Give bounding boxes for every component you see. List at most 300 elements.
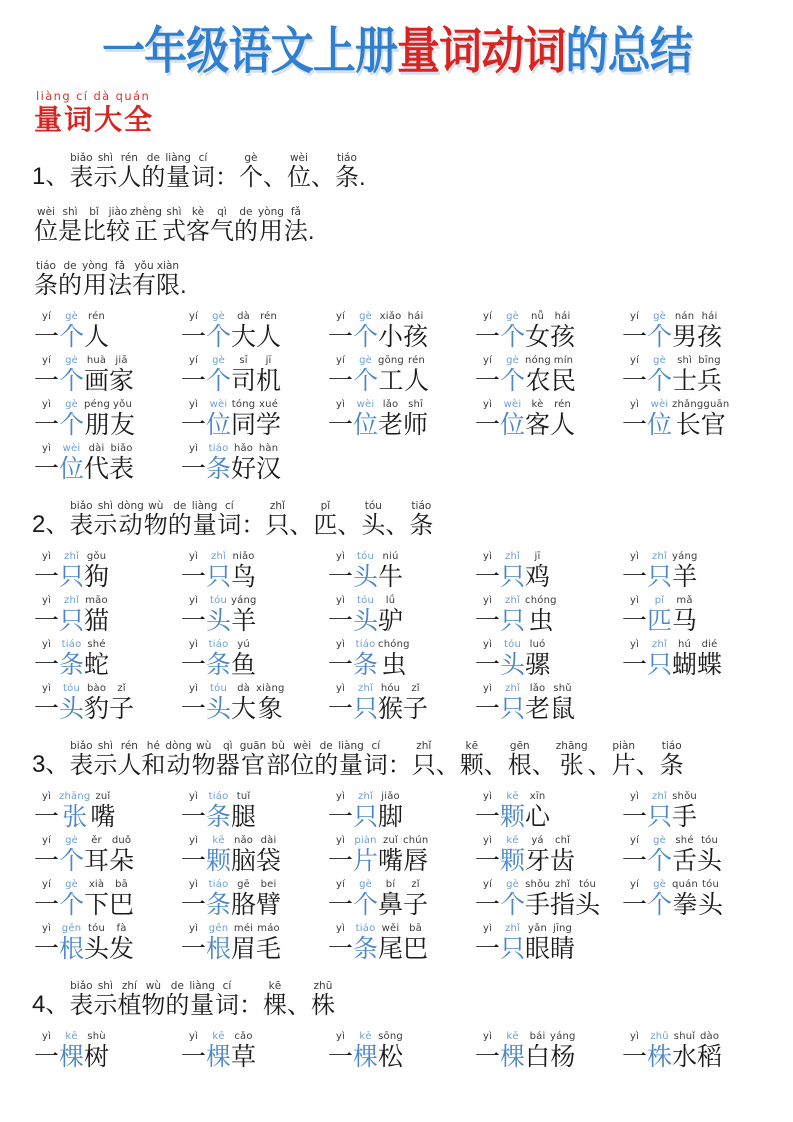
- heading-char: [165, 740, 191, 780]
- hanzi-char: ：: [214, 164, 239, 191]
- measure-word-char: [500, 639, 525, 680]
- measure-word-char: [206, 1031, 231, 1072]
- example-pinyin: zǐ: [411, 683, 420, 694]
- heading-char: [460, 740, 484, 780]
- example-cell: [328, 683, 475, 724]
- hanzi-char: 牙: [525, 847, 551, 875]
- hanzi-char: 条: [659, 752, 684, 779]
- hanzi-char: 一: [34, 935, 60, 963]
- example-pinyin: bīng: [698, 355, 721, 366]
- measure-word-example: [34, 879, 134, 920]
- example-char: [181, 923, 206, 964]
- example-char: [403, 923, 428, 964]
- hanzi-char: 条: [353, 935, 379, 963]
- hanzi-char: 有: [131, 272, 156, 299]
- example-char: [256, 683, 285, 724]
- example-cell: [328, 595, 475, 636]
- example-pinyin: lǎo: [382, 399, 399, 410]
- hanzi-char: 一: [328, 695, 354, 723]
- example-char: [231, 835, 256, 876]
- hanzi-char: 工: [378, 367, 404, 395]
- heading-char: [216, 740, 240, 780]
- subtitle-hanzi: 量词大全: [34, 104, 155, 135]
- hanzi-char: .: [358, 164, 366, 191]
- hanzi-char: 颗: [206, 847, 232, 875]
- heading-char: [141, 152, 165, 192]
- heading-pinyin: kē: [268, 980, 282, 992]
- example-pinyin: yì: [482, 791, 493, 802]
- heading-char: [93, 152, 117, 192]
- measure-word-char: [59, 595, 84, 636]
- example-pinyin: lǎo: [529, 683, 546, 694]
- heading-pinyin: biǎo: [70, 980, 93, 992]
- measure-word-char: [206, 595, 231, 636]
- example-pinyin: zuǐ: [383, 835, 399, 846]
- measure-word-example: [34, 683, 134, 724]
- note-char: [82, 260, 108, 300]
- example-pinyin: yì: [629, 791, 640, 802]
- example-pinyin: yì: [629, 595, 640, 606]
- example-char: [403, 683, 428, 724]
- example-pinyin: chǐ: [554, 835, 571, 846]
- example-char: [672, 791, 697, 832]
- hanzi-char: 只: [411, 752, 436, 779]
- measure-word-pinyin: zhǐ: [358, 683, 373, 694]
- example-pinyin: sōng: [378, 1031, 403, 1042]
- heading-pinyin: [436, 740, 460, 752]
- examples-grid: [34, 1028, 772, 1072]
- example-char: [697, 311, 722, 352]
- example-cell: [622, 311, 769, 352]
- example-pinyin: yì: [335, 551, 346, 562]
- hanzi-char: 一: [34, 323, 60, 351]
- measure-word-pinyin: gè: [506, 355, 519, 366]
- examples-grid: [34, 308, 772, 484]
- hanzi-char: 一: [181, 803, 207, 831]
- hanzi-char: 一: [328, 607, 354, 635]
- hanzi-char: 一: [475, 607, 501, 635]
- example-pinyin: yì: [41, 639, 52, 650]
- example-pinyin: hóu: [380, 683, 401, 694]
- example-cell: [34, 639, 181, 680]
- hanzi-char: 颗: [459, 752, 484, 779]
- heading-char: [192, 740, 216, 780]
- hanzi-char: 物: [191, 752, 216, 779]
- measure-word-char: [500, 1031, 525, 1072]
- example-pinyin: kè: [531, 399, 544, 410]
- example-pinyin: méi: [233, 923, 254, 934]
- hanzi-char: ：: [238, 992, 263, 1019]
- hanzi-char: 脑: [231, 847, 257, 875]
- example-cell: [34, 879, 181, 920]
- example-char: [231, 791, 256, 832]
- hanzi-char: 是: [58, 218, 82, 245]
- heading-char: [141, 740, 165, 780]
- hanzi-char: 棵: [206, 1043, 232, 1071]
- measure-word-char: [206, 639, 231, 680]
- heading-char: [263, 980, 287, 1020]
- hanzi-char: 一: [475, 935, 501, 963]
- example-char: [256, 311, 281, 352]
- example-char: [475, 791, 500, 832]
- example-cell: [181, 443, 328, 484]
- hanzi-char: 一: [328, 367, 354, 395]
- hanzi-char: 一: [181, 367, 207, 395]
- example-pinyin: yì: [629, 1031, 640, 1042]
- measure-word-char: [500, 791, 525, 832]
- note-pinyin: bǐ: [89, 206, 99, 218]
- hanzi-char: 一: [475, 323, 501, 351]
- heading-char: [556, 740, 588, 780]
- example-pinyin: nán: [674, 311, 695, 322]
- example-pinyin: yí: [188, 355, 199, 366]
- hanzi-char: 汉: [256, 455, 282, 483]
- hanzi-char: 老: [525, 695, 551, 723]
- example-char: [378, 835, 403, 876]
- title-part-red: 量词动词: [396, 23, 566, 79]
- heading-char: [313, 500, 337, 540]
- example-char: [328, 399, 353, 440]
- measure-word-example: [328, 1031, 403, 1072]
- example-cell: [181, 923, 328, 964]
- example-pinyin: yì: [335, 923, 346, 934]
- measure-word-example: [475, 595, 557, 636]
- hanzi-char: 个: [647, 891, 673, 919]
- heading-char: [409, 500, 433, 540]
- hanzi-char: 位: [353, 411, 379, 439]
- sections-container: [0, 152, 793, 1072]
- example-pinyin: yì: [482, 639, 493, 650]
- example-char: [403, 311, 428, 352]
- heading-char: [266, 740, 290, 780]
- example-pinyin: shì: [677, 355, 692, 366]
- heading-pinyin: liàng: [165, 152, 191, 164]
- hanzi-char: 的: [314, 752, 339, 779]
- example-char: [475, 1031, 500, 1072]
- example-char: [109, 683, 134, 724]
- example-cell: [181, 791, 328, 832]
- heading-char: [215, 152, 239, 192]
- heading-pinyin: [385, 500, 409, 512]
- heading-char: [660, 740, 684, 780]
- measure-word-pinyin: gè: [65, 879, 78, 890]
- measure-word-example: [34, 1031, 109, 1072]
- note-pinyin: shì: [62, 206, 78, 218]
- example-pinyin: hǎo: [233, 443, 254, 454]
- example-pinyin: yì: [41, 595, 52, 606]
- hanzi-char: 示: [93, 512, 118, 539]
- hanzi-char: 脚: [378, 803, 404, 831]
- hanzi-char: 拳: [672, 891, 698, 919]
- example-char: [34, 551, 59, 592]
- example-pinyin: yì: [188, 879, 199, 890]
- example-char: [378, 1031, 403, 1072]
- note-pinyin: shì: [166, 206, 182, 218]
- measure-word-char: [206, 835, 231, 876]
- example-char: [34, 791, 59, 832]
- example-pinyin: zhǐ: [555, 879, 571, 890]
- example-char: [34, 595, 59, 636]
- hanzi-char: 只: [647, 651, 673, 679]
- example-pinyin: dài: [88, 443, 105, 454]
- hanzi-char: 、: [635, 752, 660, 779]
- measure-word-char: [353, 791, 378, 832]
- example-char: [672, 835, 697, 876]
- hanzi-char: 腿: [231, 803, 257, 831]
- measure-word-pinyin: tiáo: [355, 639, 376, 650]
- measure-word-char: [353, 923, 378, 964]
- example-char: [110, 399, 135, 440]
- example-char: [181, 835, 206, 876]
- heading-pinyin: kē: [465, 740, 479, 752]
- example-pinyin: hái: [407, 311, 424, 322]
- example-cell: [181, 595, 328, 636]
- measure-word-char: [647, 639, 672, 680]
- example-char: [525, 923, 550, 964]
- hanzi-char: 词: [217, 512, 242, 539]
- hanzi-char: 学: [256, 411, 282, 439]
- heading-pinyin: tiáo: [337, 152, 357, 164]
- hanzi-char: 稻: [697, 1043, 723, 1071]
- heading-pinyin: [532, 740, 556, 752]
- example-char: [34, 443, 59, 484]
- hanzi-char: 巴: [109, 891, 135, 919]
- hanzi-char: 一: [622, 803, 648, 831]
- measure-word-example: [181, 551, 256, 592]
- example-cell: [475, 1031, 622, 1072]
- measure-word-example: [475, 399, 575, 440]
- hanzi-char: 个: [59, 847, 85, 875]
- hanzi-char: 物: [141, 992, 166, 1019]
- example-pinyin: biǎo: [110, 443, 133, 454]
- example-char: [475, 311, 500, 352]
- example-pinyin: yì: [335, 1031, 346, 1042]
- hanzi-char: 一: [181, 607, 207, 635]
- hanzi-char: 头: [353, 607, 379, 635]
- example-char: [84, 879, 109, 920]
- example-pinyin: yí: [629, 355, 640, 366]
- example-cell: [181, 835, 328, 876]
- example-cell: [475, 879, 622, 920]
- example-char: [109, 355, 134, 396]
- example-char: [475, 399, 500, 440]
- example-pinyin: yì: [41, 923, 52, 934]
- example-char: [698, 879, 723, 920]
- example-pinyin: máo: [257, 923, 280, 934]
- hanzi-char: 人: [117, 164, 142, 191]
- hanzi-char: 司: [231, 367, 257, 395]
- page-title: [0, 0, 793, 84]
- section-heading: [32, 152, 793, 192]
- hanzi-char: 朵: [109, 847, 135, 875]
- example-char: [181, 639, 206, 680]
- heading-char: [265, 500, 289, 540]
- example-char: [672, 879, 698, 920]
- measure-word-pinyin: gè: [212, 355, 225, 366]
- measure-word-pinyin: wèi: [209, 399, 228, 410]
- hanzi-char: 只: [353, 803, 379, 831]
- example-char: [378, 355, 404, 396]
- example-char: [378, 791, 403, 832]
- example-char: [378, 683, 403, 724]
- measure-word-example: [181, 399, 281, 440]
- example-pinyin: zǐ: [117, 683, 126, 694]
- note-char: [284, 206, 308, 246]
- example-char: [84, 443, 109, 484]
- hanzi-char: 胳: [231, 891, 257, 919]
- heading-pinyin: wù: [196, 740, 212, 752]
- hanzi-char: 头: [500, 651, 526, 679]
- example-pinyin: yì: [629, 639, 640, 650]
- measure-word-pinyin: tóu: [210, 683, 228, 694]
- measure-word-pinyin: tóu: [210, 595, 228, 606]
- example-char: [84, 399, 110, 440]
- example-pinyin: duǒ: [111, 835, 132, 846]
- example-pinyin: luó: [529, 639, 546, 650]
- example-char: [181, 791, 206, 832]
- measure-word-char: [206, 923, 231, 964]
- examples-row: [34, 788, 772, 832]
- measure-word-pinyin: zhāng: [59, 791, 91, 802]
- example-pinyin: yì: [335, 683, 346, 694]
- example-pinyin: xiǎo: [379, 311, 402, 322]
- example-char: [231, 551, 256, 592]
- example-char: [181, 443, 206, 484]
- example-cell: [328, 1031, 475, 1072]
- measure-word-example: [622, 551, 698, 592]
- example-pinyin: yí: [41, 311, 52, 322]
- hanzi-char: 动: [166, 752, 191, 779]
- example-pinyin: yì: [188, 551, 199, 562]
- hanzi-char: 一: [328, 1043, 354, 1071]
- heading-char: [117, 740, 141, 780]
- hanzi-char: 只: [59, 563, 85, 591]
- section-number: 2、: [32, 511, 70, 538]
- hanzi-char: 嘴: [378, 847, 404, 875]
- hanzi-char: 的: [167, 512, 192, 539]
- example-char: [378, 399, 403, 440]
- example-char: [622, 551, 647, 592]
- heading-pinyin: [337, 500, 361, 512]
- example-cell: [328, 639, 475, 680]
- hanzi-char: 头: [84, 935, 110, 963]
- measure-word-example: [181, 1031, 256, 1072]
- hanzi-char: 一: [475, 411, 501, 439]
- heading-pinyin: [289, 500, 313, 512]
- measure-word-example: [475, 1031, 576, 1072]
- hanzi-char: 片: [353, 847, 379, 875]
- example-cell: [328, 311, 475, 352]
- heading-char: [508, 740, 532, 780]
- example-pinyin: yá: [531, 835, 544, 846]
- example-char: [328, 683, 353, 724]
- measure-word-char: [500, 835, 525, 876]
- hanzi-char: 子: [403, 695, 429, 723]
- example-char: [622, 399, 647, 440]
- example-char: [622, 311, 647, 352]
- heading-pinyin: [636, 740, 660, 752]
- hanzi-char: 一: [34, 651, 60, 679]
- hanzi-char: 个: [59, 323, 85, 351]
- measure-word-example: [328, 835, 428, 876]
- measure-word-pinyin: piàn: [354, 835, 377, 846]
- example-char: [256, 923, 281, 964]
- hanzi-char: 一: [34, 411, 60, 439]
- example-cell: [328, 879, 475, 920]
- example-char: [328, 311, 353, 352]
- heading-pinyin: bù: [271, 740, 285, 752]
- heading-pinyin: zhí: [121, 980, 137, 992]
- example-cell: [328, 835, 475, 876]
- example-char: [550, 311, 575, 352]
- hanzi-char: 个: [353, 323, 379, 351]
- measure-word-example: [622, 835, 722, 876]
- example-cell: [181, 311, 328, 352]
- note-pinyin: jiào: [108, 206, 128, 218]
- measure-word-pinyin: zhǐ: [64, 595, 79, 606]
- hanzi-char: 比: [82, 218, 106, 245]
- example-pinyin: lǘ: [385, 595, 396, 606]
- hanzi-char: 羊: [672, 563, 698, 591]
- hanzi-char: 头: [697, 847, 723, 875]
- hanzi-char: 颗: [500, 803, 526, 831]
- heading-pinyin: tiáo: [411, 500, 432, 512]
- measure-word-char: [353, 311, 378, 352]
- hanzi-char: 株: [647, 1043, 673, 1071]
- hanzi-char: 官: [240, 752, 265, 779]
- example-pinyin: yì: [188, 595, 199, 606]
- example-char: [231, 1031, 256, 1072]
- note-char: [162, 206, 186, 246]
- example-char: [84, 683, 109, 724]
- measure-word-char: [647, 551, 672, 592]
- note-char: [132, 260, 156, 300]
- hanzi-char: 发: [109, 935, 135, 963]
- example-pinyin: xīn: [529, 791, 546, 802]
- example-char: [672, 639, 697, 680]
- hanzi-char: 一: [181, 935, 207, 963]
- hanzi-char: 量: [190, 992, 215, 1019]
- example-char: [256, 399, 281, 440]
- heading-pinyin: [287, 980, 311, 992]
- example-pinyin: shé: [675, 835, 694, 846]
- hanzi-char: 正: [133, 218, 158, 245]
- note-char: [130, 206, 162, 246]
- example-char: [231, 923, 256, 964]
- examples-row: [34, 832, 772, 876]
- hanzi-char: 客: [185, 218, 210, 245]
- note-pinyin: [308, 206, 315, 218]
- examples-row: [34, 308, 772, 352]
- measure-word-char: [59, 355, 84, 396]
- example-pinyin: niǎo: [232, 551, 255, 562]
- example-char: [256, 879, 281, 920]
- measure-word-pinyin: gè: [653, 835, 666, 846]
- hanzi-char: 的: [141, 164, 166, 191]
- example-cell: [328, 923, 475, 964]
- heading-pinyin: de: [146, 152, 160, 164]
- note-char: [106, 206, 130, 246]
- example-pinyin: yì: [188, 683, 199, 694]
- heading-pinyin: wèi: [289, 152, 308, 164]
- example-char: [231, 355, 256, 396]
- example-char: [181, 399, 206, 440]
- measure-word-example: [181, 879, 281, 920]
- hanzi-char: 表: [69, 164, 94, 191]
- heading-char: [69, 152, 93, 192]
- hanzi-char: 张: [559, 752, 584, 779]
- heading-pinyin: biǎo: [70, 740, 93, 752]
